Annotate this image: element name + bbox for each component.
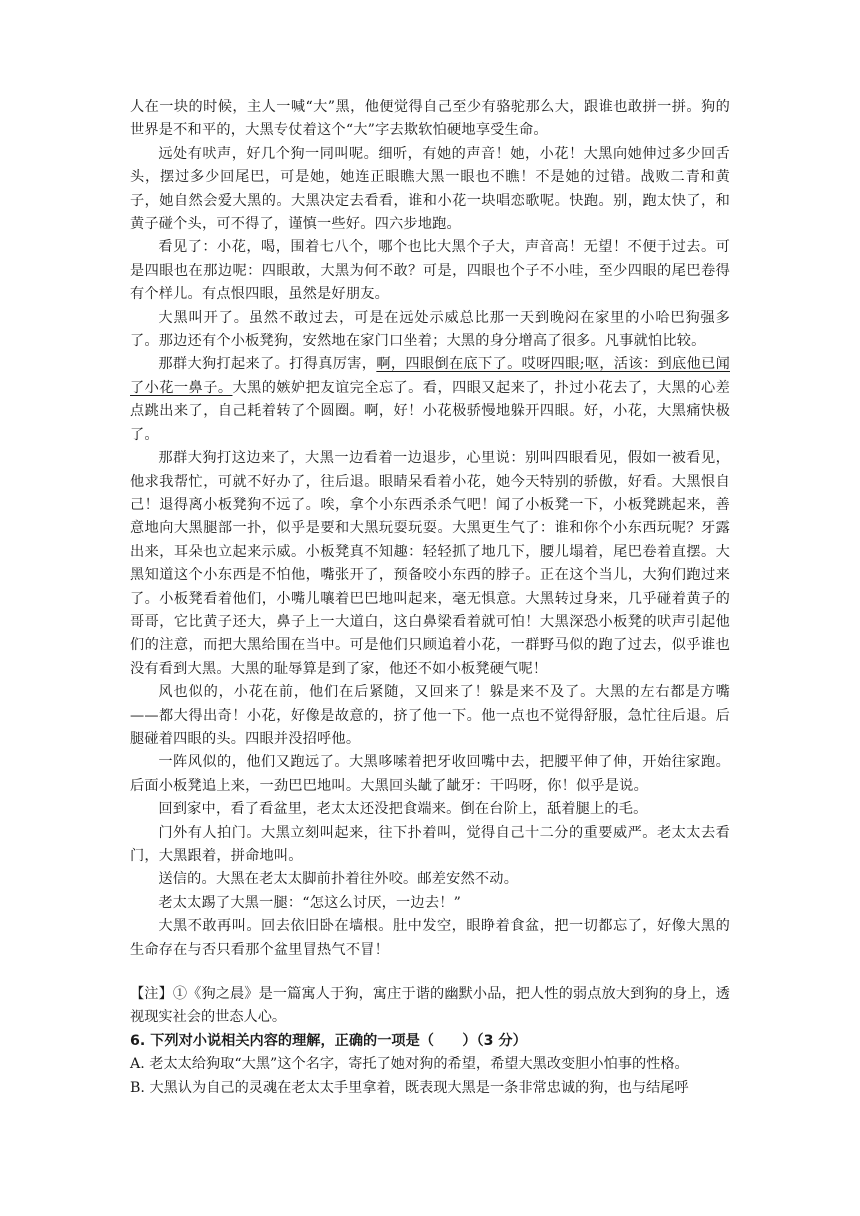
- story-paragraph-12: 老太太踢了大黑一腿：“怎这么讨厌，一边去！”: [158, 894, 462, 911]
- story-paragraph-2: 远处有吠声，好几个狗一同叫呢。细听，有她的声音！她，小花！大黑向她伸过多少回舌头，摆过多少回尾巴，可是她，她连正眼瞧大黑一眼也不瞧！不是她的过错。战败二青和黄子，她自然会爱大黑的。大黑决定去看看，谁和小花一块唱恋歌呢。快跑。别，跑太快了，和黄子碰个头，可不得了，谨慎一些好。四六步地跑。: [130, 145, 730, 233]
- story-paragraph-5: [130, 353, 730, 447]
- option-a[interactable]: A. 老太太给狗取“大黑”这个名字，寄托了她对狗的希望，希望大黑改变胆小怕事的性格。: [130, 1056, 689, 1073]
- section-gap: [130, 962, 730, 983]
- question-stem: 6. 下列对小说相关内容的理解，正确的一项是（ ）（3 分）: [130, 1032, 527, 1049]
- story-paragraph-7: 风也似的，小花在前，他们在后紧随，又回来了！躲是来不及了。大黑的左右都是方嘴——都大得出奇！小花，好像是故意的，挤了他一下。他一点也不觉得舒服，急忙往后退。后腿碰着四眼的头。四眼并没招呼他。: [130, 684, 730, 747]
- underlined-sentence: 啊，四眼倒在底下了。哎呀四眼;呕，活该：到底他已闻了小花一鼻子。: [130, 356, 730, 396]
- story-paragraph-9: 回到家中，看了看盆里，老太太还没把食端来。倒在台阶上，舐着腿上的毛。: [158, 801, 648, 818]
- story-paragraph-4: 大黑叫开了。虽然不敢过去，可是在远处示威总比那一天到晚闷在家里的小哈巴狗强多了。那边还有个小板凳狗，安然地在家门口坐着；大黑的身分增高了很多。凡事就怕比较。: [130, 309, 730, 350]
- story-paragraph-13: 大黑不敢再叫。回去依旧卧在墙根。肚中发空，眼睁着食盆，把一切都忘了，好像大黑的生命存在与否只看那个盆里冒热气不冒！: [130, 918, 730, 958]
- story-paragraph-3: 看见了：小花，喝，围着七八个，哪个也比大黑个子大，声音高！无望！不便于过去。可是四眼也在那边呢：四眼敢，大黑为何不敢？可是，四眼也个子不小哇，至少四眼的尾巴卷得有个样儿。有点恨四眼，虽然是好朋友。: [130, 239, 730, 303]
- story-paragraph-1: 人在一块的时候，主人一喊“大”黑，他便觉得自己至少有骆驼那么大，跟谁也敢拼一拼。狗的世界是不和平的，大黑专仗着这个“大”字去欺软怕硬地享受生命。: [130, 99, 730, 139]
- story-paragraph-10: 门外有人拍门。大黑立刻叫起来，往下扑着叫，觉得自己十二分的重要威严。老太太去看门，大黑跟着，拼命地叫。: [130, 824, 730, 864]
- exam-page: [130, 96, 730, 1100]
- story-paragraph-6: 那群大狗打这边来了，大黑一边看着一边退步，心里说：别叫四眼看见，假如一被看见，他求我帮忙，可就不好办了，往后退。眼睛呆看着小花，她今天特别的骄傲，好看。大黑恨自己！退得离小板凳狗不远了。唉，拿个小东西杀杀气吧！闻了小板凳一下，小板凳跳起来，善意地向大黑腿部一扑，似乎是要和大黑玩耍玩耍。大黑更生气了：谁和你个小东西玩呢？牙露出来，耳朵也立起来示威。小板凳真不知趣：轻轻抓了地几下，腰儿塌着，尾巴卷着直摆。大黑知道这个小东西是不怕他，嘴张开了，预备咬小东西的脖子。正在这个当儿，大狗们跑过来了。小板凳看着他们，小嘴儿嚷着巴巴地叫起来，毫无惧意。大黑转过身来，几乎碰着黄子的哥哥，它比黄子还大，鼻子上一大道白，这白鼻梁看着就可怕！大黑深恐小板凳的吠声引起他们的注意，而把大黑给围在当中。可是他们只顾追着小花，一群野马似的跑了过去，似乎谁也没有看到大黑。大黑的耻辱算是到了家，他还不如小板凳硬气呢！: [130, 450, 730, 677]
- story-paragraph-5-start: 那群大狗打起来了。打得真厉害，: [158, 356, 377, 373]
- story-paragraph-5-end: 大黑的嫉妒把友谊完全忘了。看，四眼又起来了，扑过小花去了，大黑的心差点跳出来了，自己耗着转了个圆圈。啊，好！小花极骄慢地躲开四眼。好，小花，大黑痛快极了。: [130, 379, 730, 443]
- footnote: 【注】①《狗之晨》是一篇寓人于狗，寓庄于谐的幽默小品，把人性的弱点放大到狗的身上，透视现实社会的世态人心。: [130, 986, 730, 1026]
- story-paragraph-11: 送信的。大黑在老太太脚前扑着往外咬。邮差安然不动。: [158, 871, 519, 888]
- story-paragraph-8: 一阵风似的，他们又跑远了。大黑哆嗦着把牙收回嘴中去，把腰平伸了伸，开始往家跑。后面小板凳追上来，一劲巴巴地叫。大黑回头龇了龇牙：干吗呀，你！似乎是说。: [130, 754, 730, 794]
- option-b[interactable]: B. 大黑认为自己的灵魂在老太太手里拿着，既表现大黑是一条非常忠诚的狗，也与结尾呼: [130, 1079, 689, 1096]
